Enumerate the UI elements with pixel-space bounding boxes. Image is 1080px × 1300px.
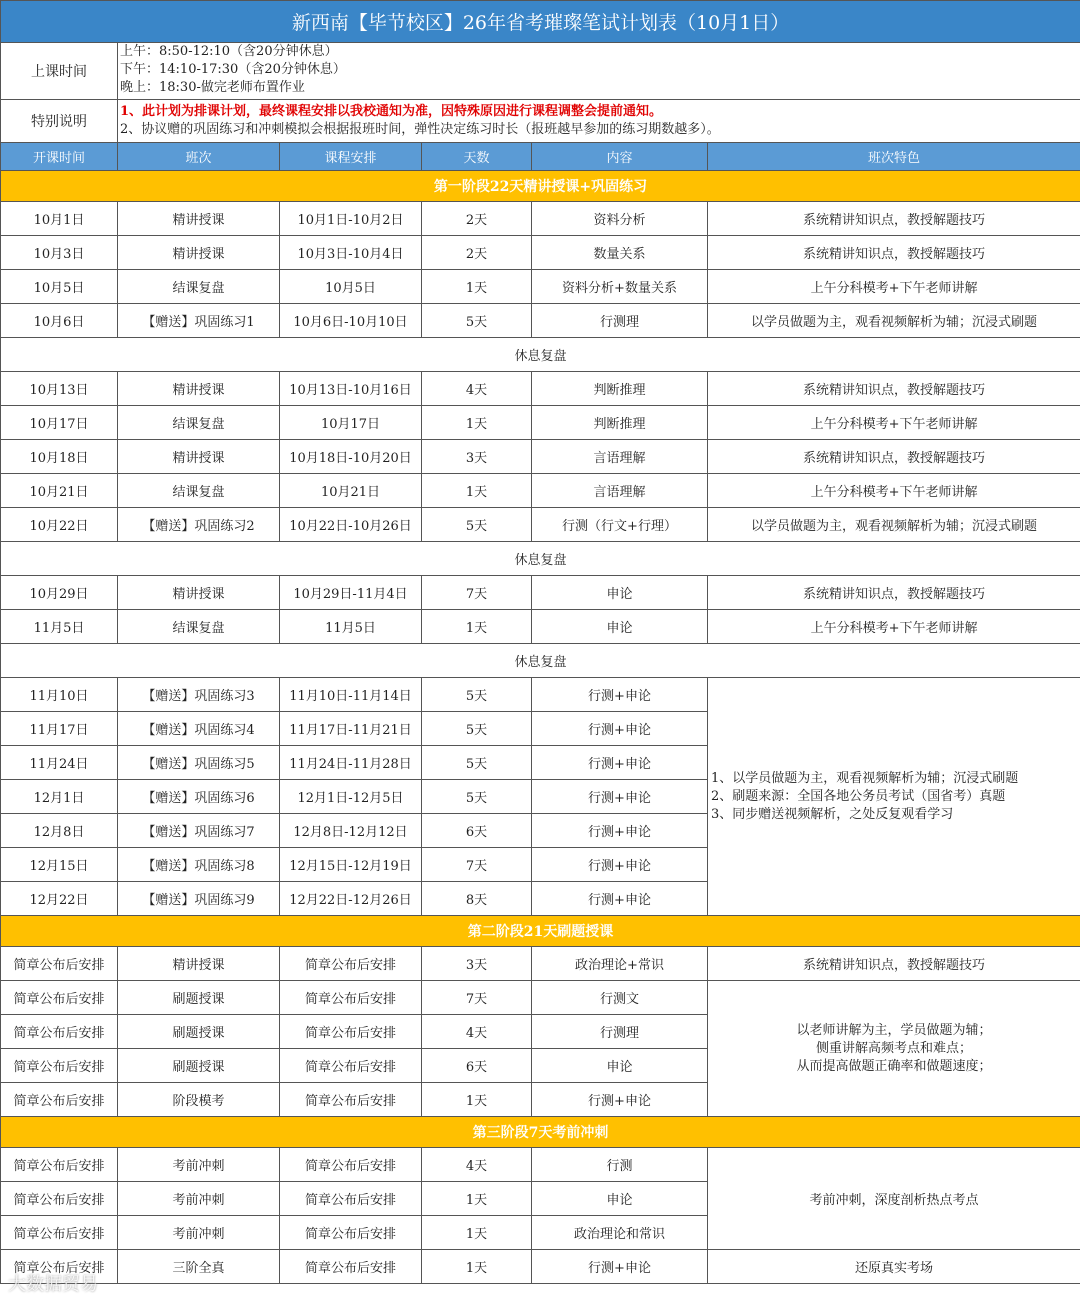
- schedule-cell: 简章公布后安排: [280, 981, 422, 1015]
- schedule-cell: 简章公布后安排: [280, 1015, 422, 1049]
- class-cell: 精讲授课: [118, 372, 280, 406]
- schedule-cell: 12月1日-12月5日: [280, 780, 422, 814]
- start-date-cell: 10月1日: [1, 202, 118, 236]
- content-cell: 行测文: [532, 981, 708, 1015]
- class-cell: 精讲授课: [118, 576, 280, 610]
- class-cell: 精讲授课: [118, 947, 280, 981]
- title-row: [1, 1, 1080, 43]
- header-schedule: 课程安排: [280, 143, 422, 171]
- days-cell: 1天: [422, 1182, 532, 1216]
- schedule-cell: 11月24日-11月28日: [280, 746, 422, 780]
- feature-cell: 系统精讲知识点，教授解题技巧: [708, 576, 1080, 610]
- class-cell: 【赠送】巩固练习2: [118, 508, 280, 542]
- start-date-cell: 简章公布后安排: [1, 1216, 118, 1250]
- start-date-cell: 12月22日: [1, 882, 118, 916]
- table-row: [1, 610, 1080, 644]
- start-date-cell: 简章公布后安排: [1, 1148, 118, 1182]
- watermark: 大数据贸易: [8, 1274, 98, 1295]
- start-date-cell: 11月5日: [1, 610, 118, 644]
- days-cell: 4天: [422, 1148, 532, 1182]
- class-cell: 【赠送】巩固练习8: [118, 848, 280, 882]
- days-cell: 7天: [422, 848, 532, 882]
- days-cell: 1天: [422, 474, 532, 508]
- start-date-cell: 10月5日: [1, 270, 118, 304]
- header-class: 班次: [118, 143, 280, 171]
- start-date-cell: 简章公布后安排: [1, 947, 118, 981]
- start-date-cell: 10月18日: [1, 440, 118, 474]
- schedule-cell: 10月3日-10月4日: [280, 236, 422, 270]
- days-cell: 1天: [422, 1083, 532, 1117]
- class-cell: 【赠送】巩固练习9: [118, 882, 280, 916]
- class-cell: 考前冲刺: [118, 1216, 280, 1250]
- header-feature: 班次特色: [708, 143, 1080, 171]
- content-cell: 判断推理: [532, 406, 708, 440]
- class-cell: 【赠送】巩固练习6: [118, 780, 280, 814]
- days-cell: 3天: [422, 440, 532, 474]
- special-note-text: [118, 100, 1080, 143]
- days-cell: 5天: [422, 678, 532, 712]
- class-cell: 【赠送】巩固练习1: [118, 304, 280, 338]
- feature-cell: 以学员做题为主，观看视频解析为辅；沉浸式刷题: [708, 304, 1080, 338]
- start-date-cell: 10月6日: [1, 304, 118, 338]
- class-cell: 刷题授课: [118, 981, 280, 1015]
- schedule-cell: 10月29日-11月4日: [280, 576, 422, 610]
- note-line-1: 1、此计划为排课计划，最终课程安排以我校通知为准，因特殊原因进行课程调整会提前通知。: [120, 104, 663, 119]
- stage-header-row: [1, 171, 1080, 202]
- table-row: [1, 372, 1080, 406]
- days-cell: 4天: [422, 1015, 532, 1049]
- start-date-cell: 10月13日: [1, 372, 118, 406]
- days-cell: 1天: [422, 1250, 532, 1284]
- feature-cell: 上午分科模考+下午老师讲解: [708, 406, 1080, 440]
- days-cell: 2天: [422, 236, 532, 270]
- schedule-cell: 简章公布后安排: [280, 1049, 422, 1083]
- schedule-cell: 简章公布后安排: [280, 1083, 422, 1117]
- days-cell: 1天: [422, 270, 532, 304]
- content-cell: 行测: [532, 1148, 708, 1182]
- schedule-cell: 简章公布后安排: [280, 1250, 422, 1284]
- table-row: [1, 576, 1080, 610]
- start-date-cell: 12月1日: [1, 780, 118, 814]
- feature-cell: 系统精讲知识点，教授解题技巧: [708, 372, 1080, 406]
- content-cell: 行测+申论: [532, 712, 708, 746]
- schedule-cell: 12月22日-12月26日: [280, 882, 422, 916]
- schedule-cell: 简章公布后安排: [280, 1216, 422, 1250]
- class-cell: 结课复盘: [118, 610, 280, 644]
- stage-title: 第二阶段21天刷题授课: [1, 916, 1080, 947]
- stage-header-row: [1, 1117, 1080, 1148]
- table-row: [1, 981, 1080, 1015]
- class-cell: 【赠送】巩固练习7: [118, 814, 280, 848]
- days-cell: 2天: [422, 202, 532, 236]
- table-row: [1, 678, 1080, 712]
- content-cell: 行测+申论: [532, 1250, 708, 1284]
- start-date-cell: 简章公布后安排: [1, 1049, 118, 1083]
- time-line-afternoon: 下午：14:10-17:30（含20分钟休息）: [120, 62, 346, 77]
- time-line-evening: 晚上：18:30-做完老师布置作业: [120, 80, 305, 95]
- class-cell: 刷题授课: [118, 1015, 280, 1049]
- content-cell: 资料分析: [532, 202, 708, 236]
- start-date-cell: 10月21日: [1, 474, 118, 508]
- class-cell: 考前冲刺: [118, 1182, 280, 1216]
- header-row: [1, 143, 1080, 171]
- feature-line: 从而提高做题正确率和做题速度；: [796, 1058, 992, 1074]
- start-date-cell: 10月17日: [1, 406, 118, 440]
- note-line-2: 2、协议赠的巩固练习和冲刺模拟会根据报班时间，弹性决定练习时长（报班越早参加的练习期数越多）。: [120, 122, 720, 137]
- class-cell: 精讲授课: [118, 440, 280, 474]
- drill-feature-cell: [708, 981, 1080, 1117]
- practice-feature-cell: [708, 678, 1080, 916]
- schedule-cell: 10月18日-10月20日: [280, 440, 422, 474]
- start-date-cell: 12月15日: [1, 848, 118, 882]
- start-date-cell: 10月29日: [1, 576, 118, 610]
- content-cell: 行测+申论: [532, 678, 708, 712]
- days-cell: 1天: [422, 1216, 532, 1250]
- content-cell: 言语理解: [532, 440, 708, 474]
- class-cell: 【赠送】巩固练习3: [118, 678, 280, 712]
- content-cell: 行测+申论: [532, 848, 708, 882]
- start-date-cell: 简章公布后安排: [1, 1182, 118, 1216]
- class-cell: 刷题授课: [118, 1049, 280, 1083]
- days-cell: 4天: [422, 372, 532, 406]
- schedule-cell: 简章公布后安排: [280, 1148, 422, 1182]
- start-date-cell: 11月17日: [1, 712, 118, 746]
- header-days: 天数: [422, 143, 532, 171]
- table-row: [1, 202, 1080, 236]
- rest-row: [1, 338, 1080, 372]
- days-cell: 6天: [422, 814, 532, 848]
- schedule-cell: 11月10日-11月14日: [280, 678, 422, 712]
- feature-line: 以老师讲解为主，学员做题为辅；: [796, 1022, 992, 1038]
- class-cell: 【赠送】巩固练习5: [118, 746, 280, 780]
- content-cell: 资料分析+数量关系: [532, 270, 708, 304]
- time-line-morning: 上午：8:50-12:10（含20分钟休息）: [120, 44, 338, 59]
- feature-line: 侧重讲解高频考点和难点；: [816, 1040, 973, 1056]
- schedule-cell: 10月5日: [280, 270, 422, 304]
- class-cell: 精讲授课: [118, 236, 280, 270]
- feature-cell: 系统精讲知识点，教授解题技巧: [708, 236, 1080, 270]
- schedule-cell: 10月17日: [280, 406, 422, 440]
- class-cell: 三阶全真: [118, 1250, 280, 1284]
- days-cell: 5天: [422, 508, 532, 542]
- days-cell: 5天: [422, 780, 532, 814]
- schedule-cell: 10月1日-10月2日: [280, 202, 422, 236]
- table-row: [1, 947, 1080, 981]
- feature-line: 3、同步赠送视频解析，之处反复观看学习: [711, 806, 954, 822]
- content-cell: 言语理解: [532, 474, 708, 508]
- feature-line: 2、刷题来源：全国各地公务员考试（国省考）真题: [711, 788, 1006, 804]
- feature-cell: 还原真实考场: [708, 1250, 1080, 1284]
- start-date-cell: 简章公布后安排: [1, 1083, 118, 1117]
- days-cell: 1天: [422, 610, 532, 644]
- start-date-cell: 简章公布后安排: [1, 1015, 118, 1049]
- schedule-cell: 10月21日: [280, 474, 422, 508]
- days-cell: 5天: [422, 712, 532, 746]
- stage-header-row: [1, 916, 1080, 947]
- days-cell: 6天: [422, 1049, 532, 1083]
- table-row: [1, 236, 1080, 270]
- rest-label: 休息复盘: [1, 338, 1080, 372]
- content-cell: 政治理论+常识: [532, 947, 708, 981]
- content-cell: 数量关系: [532, 236, 708, 270]
- content-cell: 行测+申论: [532, 746, 708, 780]
- schedule-cell: 10月13日-10月16日: [280, 372, 422, 406]
- content-cell: 行测理: [532, 304, 708, 338]
- table-row: [1, 1148, 1080, 1182]
- content-cell: 行测+申论: [532, 1083, 708, 1117]
- content-cell: 申论: [532, 576, 708, 610]
- content-cell: 申论: [532, 1182, 708, 1216]
- start-date-cell: 11月10日: [1, 678, 118, 712]
- schedule-cell: 10月22日-10月26日: [280, 508, 422, 542]
- stage-title: 第三阶段7天考前冲刺: [1, 1117, 1080, 1148]
- class-cell: 结课复盘: [118, 270, 280, 304]
- class-cell: 精讲授课: [118, 202, 280, 236]
- content-cell: 行测+申论: [532, 780, 708, 814]
- schedule-cell: 11月17日-11月21日: [280, 712, 422, 746]
- content-cell: 行测+申论: [532, 814, 708, 848]
- feature-line: 1、以学员做题为主，观看视频解析为辅；沉浸式刷题: [711, 770, 1019, 786]
- days-cell: 8天: [422, 882, 532, 916]
- special-note-label: 特别说明: [1, 100, 118, 143]
- stage-title: 第一阶段22天精讲授课+巩固练习: [1, 171, 1080, 202]
- table-row: [1, 1250, 1080, 1284]
- feature-cell: 系统精讲知识点，教授解题技巧: [708, 947, 1080, 981]
- content-cell: 申论: [532, 1049, 708, 1083]
- schedule-cell: 11月5日: [280, 610, 422, 644]
- schedule-cell: 10月6日-10月10日: [280, 304, 422, 338]
- table-row: [1, 304, 1080, 338]
- header-start-date: 开课时间: [1, 143, 118, 171]
- class-time-label: 上课时间: [1, 43, 118, 100]
- content-cell: 行测理: [532, 1015, 708, 1049]
- schedule-cell: 简章公布后安排: [280, 1182, 422, 1216]
- content-cell: 政治理论和常识: [532, 1216, 708, 1250]
- table-row: [1, 406, 1080, 440]
- days-cell: 3天: [422, 947, 532, 981]
- content-cell: 判断推理: [532, 372, 708, 406]
- feature-cell: 系统精讲知识点，教授解题技巧: [708, 202, 1080, 236]
- class-time-row: [1, 43, 1080, 100]
- rest-row: [1, 644, 1080, 678]
- start-date-cell: 11月24日: [1, 746, 118, 780]
- days-cell: 5天: [422, 746, 532, 780]
- class-cell: 结课复盘: [118, 406, 280, 440]
- special-note-row: [1, 100, 1080, 143]
- table-row: [1, 270, 1080, 304]
- schedule-cell: 12月8日-12月12日: [280, 814, 422, 848]
- content-cell: 申论: [532, 610, 708, 644]
- rest-row: [1, 542, 1080, 576]
- feature-cell: 上午分科模考+下午老师讲解: [708, 610, 1080, 644]
- page-title: 新西南【毕节校区】26年省考璀璨笔试计划表（10月1日）: [1, 1, 1080, 43]
- start-date-cell: 12月8日: [1, 814, 118, 848]
- class-time-text: [118, 43, 1080, 100]
- days-cell: 1天: [422, 406, 532, 440]
- rest-label: 休息复盘: [1, 644, 1080, 678]
- start-date-cell: 简章公布后安排: [1, 981, 118, 1015]
- feature-cell: 上午分科模考+下午老师讲解: [708, 474, 1080, 508]
- class-cell: 阶段模考: [118, 1083, 280, 1117]
- feature-cell: 系统精讲知识点，教授解题技巧: [708, 440, 1080, 474]
- schedule-cell: 12月15日-12月19日: [280, 848, 422, 882]
- class-cell: 结课复盘: [118, 474, 280, 508]
- class-cell: 【赠送】巩固练习4: [118, 712, 280, 746]
- content-cell: 行测+申论: [532, 882, 708, 916]
- table-row: [1, 440, 1080, 474]
- header-content: 内容: [532, 143, 708, 171]
- class-cell: 考前冲刺: [118, 1148, 280, 1182]
- feature-cell: 以学员做题为主，观看视频解析为辅；沉浸式刷题: [708, 508, 1080, 542]
- sprint-feature-cell: 考前冲刺，深度剖析热点考点: [708, 1148, 1080, 1250]
- rest-label: 休息复盘: [1, 542, 1080, 576]
- schedule-cell: 简章公布后安排: [280, 947, 422, 981]
- days-cell: 7天: [422, 576, 532, 610]
- days-cell: 7天: [422, 981, 532, 1015]
- table-row: [1, 474, 1080, 508]
- start-date-cell: 简章公布后安排: [1, 1250, 118, 1284]
- feature-cell: 上午分科模考+下午老师讲解: [708, 270, 1080, 304]
- start-date-cell: 10月3日: [1, 236, 118, 270]
- content-cell: 行测（行文+行理）: [532, 508, 708, 542]
- start-date-cell: 10月22日: [1, 508, 118, 542]
- days-cell: 5天: [422, 304, 532, 338]
- table-row: [1, 508, 1080, 542]
